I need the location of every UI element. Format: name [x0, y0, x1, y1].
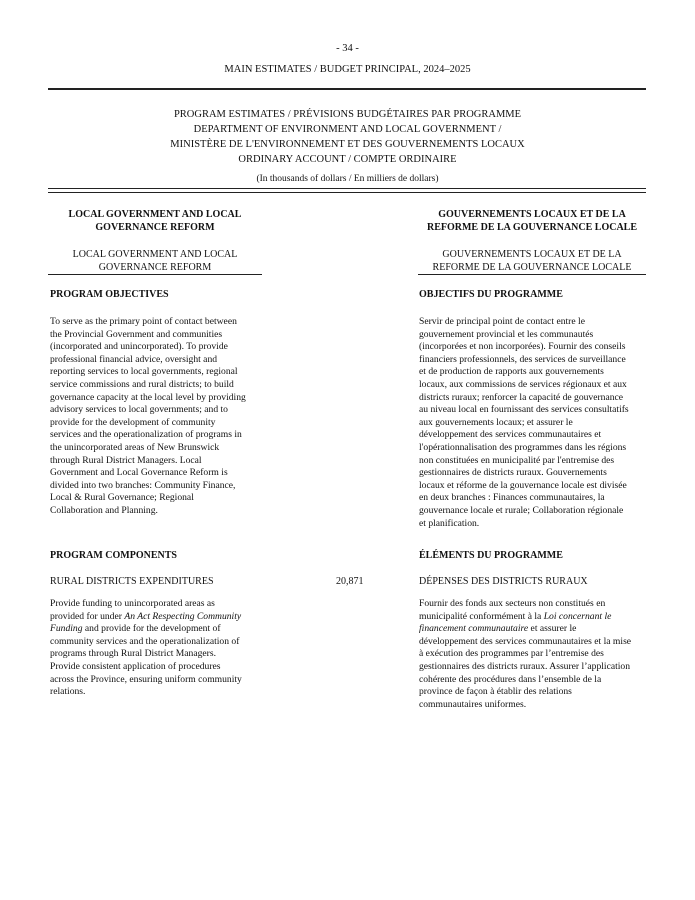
en-components-heading: PROGRAM COMPONENTS	[50, 550, 177, 561]
fr-subtitle-rule	[418, 274, 646, 275]
fr-objectives-text	[419, 316, 659, 530]
fr-component-name: DÉPENSES DES DISTRICTS RURAUX	[419, 576, 588, 587]
running-title: MAIN ESTIMATES / BUDGET PRINCIPAL, 2024–2025	[224, 64, 471, 75]
fr-objectives-line: et planification.	[419, 517, 480, 529]
fr-objectives-line: Servir de principal point de contact entre le	[419, 316, 585, 327]
component-amount: 20,871	[336, 576, 364, 587]
fr-objectives-line: au niveau local en fournissant des services consultatifs	[419, 404, 629, 416]
en-objectives-line: To serve as the primary point of contact between	[50, 316, 237, 327]
en-component-desc-line: community services and the operationalization of	[50, 635, 240, 647]
fr-objectives-line: districts ruraux; renforcer la capacité de gouvernance	[419, 391, 624, 403]
fr-objectives-line: locaux, aux commissions de services régionaux et aux	[419, 378, 627, 390]
en-objectives-heading: PROGRAM OBJECTIVES	[50, 289, 169, 300]
fr-objectives-line: aux gouvernements locaux; et assurer le	[419, 416, 573, 428]
fr-objectives-line: locaux et réforme de la gouvernance locale est divisée	[419, 479, 627, 491]
en-objectives-line: the Provincial Government and communities	[50, 328, 223, 340]
header-rule	[48, 88, 646, 90]
en-objectives-line: services and the operationalization of programs in	[50, 429, 242, 441]
en-program-title: LOCAL GOVERNMENT AND LOCAL GOVERNANCE REFORM	[68, 209, 242, 233]
fr-program-title: GOUVERNEMENTS LOCAUX ET DE LA REFORME DE LA GOUVERNANCE LOCALE	[426, 209, 638, 233]
en-objectives-line: (incorporated and unincorporated). To provide	[50, 341, 228, 353]
en-component-desc-line: relations.	[50, 686, 86, 698]
header-line-2: DEPARTMENT OF ENVIRONMENT AND LOCAL GOVERNMENT /	[193, 124, 502, 135]
header-line-1: PROGRAM ESTIMATES / PRÉVISIONS BUDGÉTAIRES PAR PROGRAMME	[173, 109, 522, 120]
en-objectives-line: advisory services to local governments; and to	[50, 404, 228, 416]
en-objectives-line: divided into two branches: Community Finance,	[50, 479, 236, 491]
fr-objectives-line: financiers professionnels, des services de surveillance	[419, 353, 626, 365]
fr-component-desc-line: à exécution des programmes par l’entremise des	[419, 648, 604, 660]
en-component-desc-line: programs through Rural District Managers.	[50, 648, 216, 660]
en-objectives-line: provide for the development of community	[50, 416, 216, 428]
fr-objectives-line: (incorporées et non incorporées). Fournir des conseils	[419, 341, 626, 353]
en-objectives-line: service commissions and rural districts; to build	[50, 378, 234, 390]
fr-objectives-line: l'opérationnalisation des programmes dans les régions	[419, 441, 627, 453]
en-objectives-line: Local & Rural Governance; Regional	[50, 492, 194, 504]
en-objectives-line: governance capacity at the local level by providing	[50, 391, 246, 403]
fr-component-desc-line: gestionnaires des districts ruraux. Assurer l’application	[419, 660, 631, 672]
en-component-name: RURAL DISTRICTS EXPENDITURES	[50, 576, 214, 587]
fr-component-desc-line: province de façon à établir des relations	[419, 686, 572, 698]
en-objectives-line: Government and Local Governance Reform is	[50, 467, 228, 479]
fr-subprogram-title: GOUVERNEMENTS LOCAUX ET DE LA REFORME DE LA GOUVERNANCE LOCALE	[432, 249, 632, 273]
fr-objectives-line: gestionnaires de districts ruraux. Gouvernements	[419, 467, 607, 479]
en-objectives-line: reporting services to local governments, regional	[50, 366, 238, 378]
fr-objectives-line: gouvernement provincial et les communautés	[419, 328, 594, 340]
page-number: - 34 -	[336, 43, 359, 54]
en-component-desc: Provide funding to unincorporated areas as provided for under An Act Respecting Community Funding and provide for the development of community services and the operationalization of programs through Rural District Managers. Provide consistent application of procedures across the Province, ensuring uniform community relations.	[50, 598, 290, 699]
fr-objectives-line: gouvernance locale et rurale; Collaboration régionale	[419, 504, 624, 516]
fr-component-desc: Fournir des fonds aux secteurs non constitués en municipalité conformément à la Loi concernant le financement communautaire et assurer le développement des services communautaires et la mise à exécution des programmes par l’entremise des gestionnaires des districts ruraux. Assurer l’application cohérente des procédures dans l’ensemble de la province de façon à établir des relations communautaires uniformes.	[419, 598, 669, 711]
en-subprogram-title: LOCAL GOVERNMENT AND LOCAL GOVERNANCE REFORM	[72, 249, 238, 273]
header-line-4: ORDINARY ACCOUNT / COMPTE ORDINAIRE	[238, 154, 457, 165]
fr-component-desc-line: cohérente des procédures dans l’ensemble de la	[419, 673, 602, 685]
en-objectives-line: the unincorporated areas of New Brunswick	[50, 441, 220, 453]
fr-objectives-line: et de production de rapports aux gouvernements	[419, 366, 604, 378]
en-objectives-line: Collaboration and Planning.	[50, 504, 158, 516]
fr-components-heading: ÉLÉMENTS DU PROGRAMME	[419, 550, 563, 561]
header-line-3: MINISTÈRE DE L'ENVIRONNEMENT ET DES GOUVERNEMENTS LOCAUX	[170, 139, 525, 150]
fr-objectives-line: développement des services communautaires et	[419, 429, 602, 441]
en-objectives-line: professional financial advice, oversight and	[50, 353, 218, 365]
fr-objectives-heading: OBJECTIFS DU PROGRAMME	[419, 289, 563, 300]
fr-component-desc-line: communautaires uniformes.	[419, 698, 527, 710]
fr-objectives-line: non constituées en municipalité par l'entremise des	[419, 454, 615, 466]
en-component-desc-line: across the Province, ensuring uniform community	[50, 673, 242, 685]
fr-component-desc-line: développement des services communautaires et la mise	[419, 635, 632, 647]
double-rule-bottom	[48, 192, 646, 193]
en-subtitle-rule	[48, 274, 262, 275]
en-component-desc-line: Provide consistent application of procedures	[50, 660, 221, 672]
en-objectives-line: through Rural District Managers. Local	[50, 454, 202, 466]
double-rule-top	[48, 188, 646, 189]
fr-objectives-line: en deux branches : Finances communautaires, la	[419, 492, 605, 504]
en-objectives-text	[50, 316, 280, 518]
header-units: (In thousands of dollars / En milliers de dollars)	[256, 174, 439, 184]
